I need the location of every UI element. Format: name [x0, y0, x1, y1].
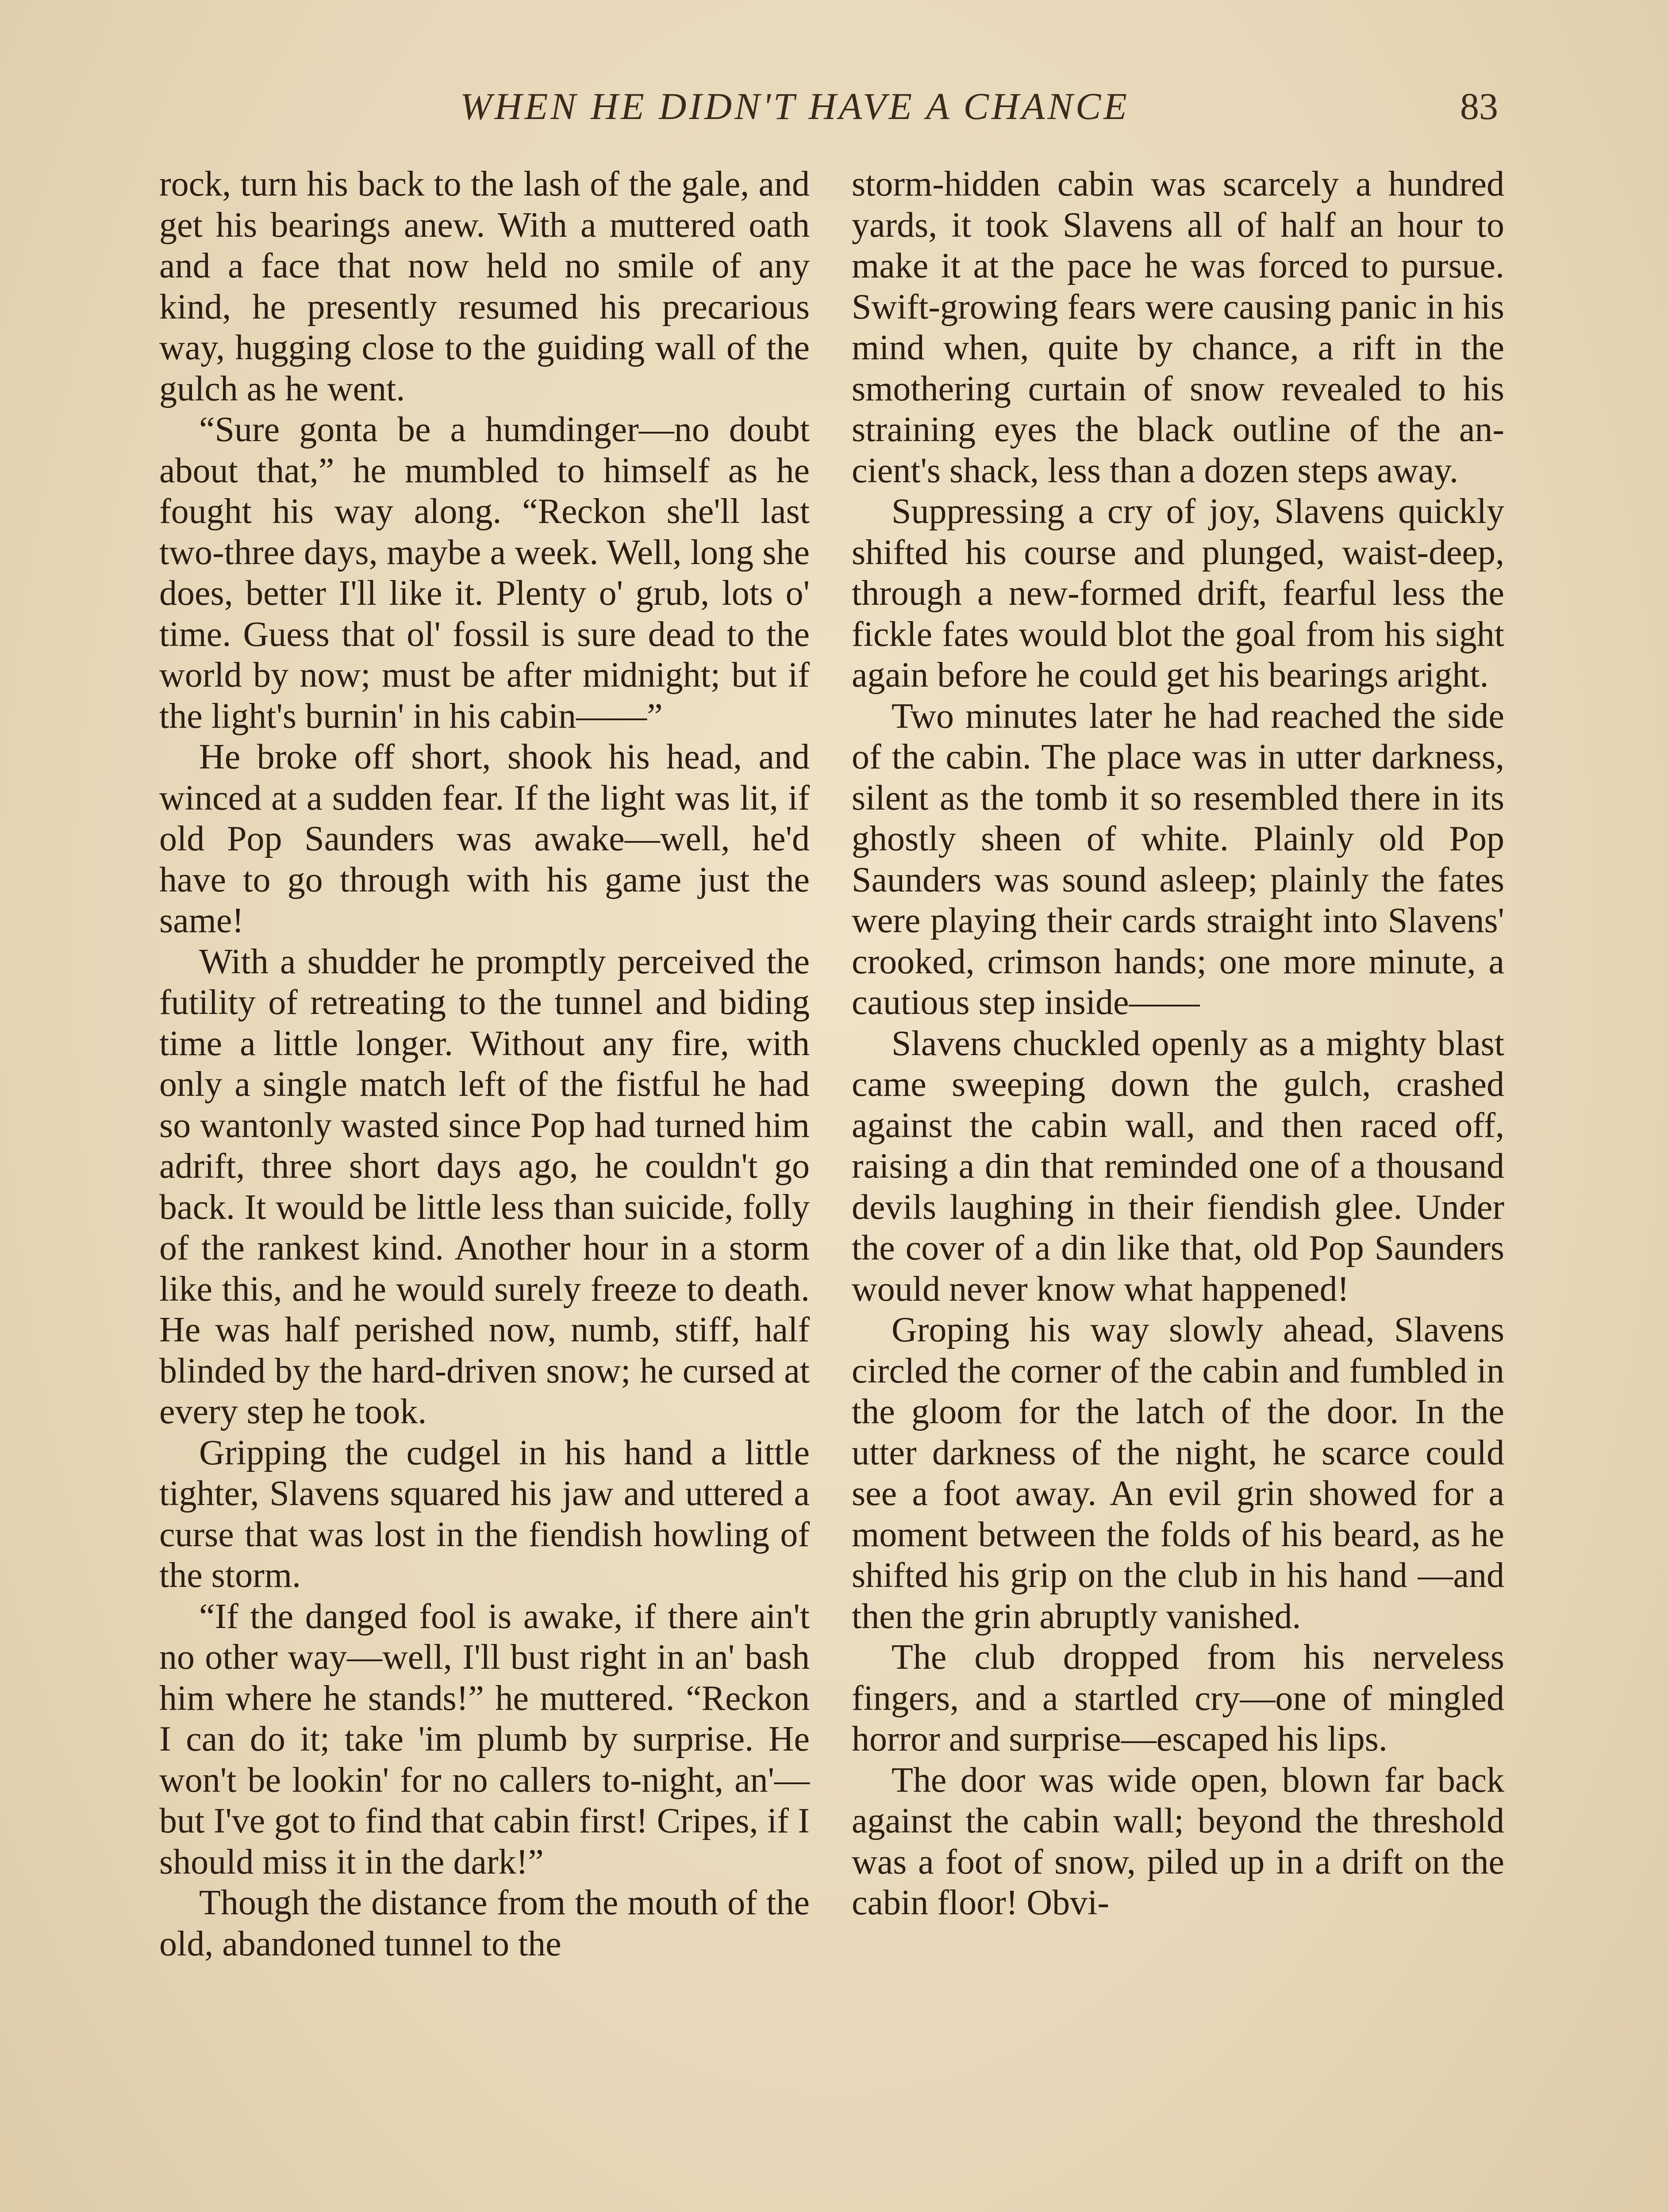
paragraph: rock, turn his back to the lash of the gale, and get his bearings anew. With a muttered oath and a face that now held no smile of any kind, he presently resumed his precarious way, hugging close to the guiding wall of the gulch as he went.	[159, 165, 810, 408]
paragraph: With a shudder he promptly perceived the futility of retreating to the tunnel and biding time a little longer. Without any fire, with only a single match left of the fistful he had so wantonly wasted since Pop had turned him adrift, three short days ago, he couldn't go back. It would be little less than suicide, folly of the rankest kind. Another hour in a storm like this, and he would surely freeze to death. He was half perished now, numb, stiff, half blinded by the hard-driven snow; he cursed at every step he took.	[159, 942, 810, 1431]
paragraph: Two minutes later he had reached the side of the cabin. The place was in utter darkness, silent as the tomb it so resembled there in its ghostly sheen of white. Plainly old Pop Saunders was sound asleep; plainly the fates were playing their cards straight into Slavens' crooked, crimson hands; one more minute, a cautious step inside——	[852, 696, 1504, 1022]
paragraph: Slavens chuckled openly as a mighty blast came sweeping down the gulch, crashed against the cabin wall, and then raced off, raising a din that reminded one of a thousand devils laughing in their fiendish glee. Under the cover of a din like that, old Pop Saunders would never know what happened!	[852, 1024, 1504, 1309]
running-head-title: WHEN HE DIDN'T HAVE A CHANCE	[460, 85, 1130, 127]
paragraph: The club dropped from his nerveless fingers, and a startled cry—one of mingled horror and surprise—escaped his lips.	[852, 1638, 1504, 1759]
paragraph: He broke off short, shook his head, and winced at a sudden fear. If the light was lit, if old Pop Saunders was awake—well, he'd have to go through with his game just the same!	[159, 737, 810, 940]
left-column	[159, 164, 810, 1964]
paragraph: Groping his way slowly ahead, Slavens circled the corner of the cabin and fumbled in the gloom for the latch of the door. In the utter darkness of the night, he scarce could see a foot away. An evil grin showed for a moment between the folds of his beard, as he shifted his grip on the club in his hand —and then the grin abruptly vanished.	[852, 1310, 1504, 1636]
right-column	[852, 164, 1504, 1924]
page-number: 83	[1460, 85, 1498, 127]
paragraph: Though the distance from the mouth of the old, abandoned tunnel to the	[159, 1883, 810, 1963]
paragraph: storm-hidden cabin was scarcely a hundred yards, it took Slavens all of half an hour to make it at the pace he was forced to pursue. Swift-growing fears were causing panic in his mind when, quite by chance, a rift in the smothering curtain of snow revealed to his straining eyes the black outline of the ancient's shack, less than a dozen steps away.	[852, 165, 1504, 490]
paragraph: The door was wide open, blown far back against the cabin wall; beyond the threshold was a foot of snow, piled up in a drift on the cabin floor! Obvi-	[852, 1760, 1504, 1922]
paragraph: Suppressing a cry of joy, Slavens quickly shifted his course and plunged, waist-deep, through a new-formed drift, fearful less the fickle fates would blot the goal from his sight again before he could get his bearings aright.	[852, 492, 1504, 695]
paragraph: “If the danged fool is awake, if there ain't no other way—well, I'll bust right in an' bash him where he stands!” he muttered. “Reckon I can do it; take 'im plumb by surprise. He won't be lookin' for no callers to-night, an'—but I've got to find that cabin first! Cripes, if I should miss it in the dark!”	[159, 1597, 810, 1882]
paragraph: Gripping the cudgel in his hand a little tighter, Slavens squared his jaw and uttered a curse that was lost in the fiendish howling of the storm.	[159, 1433, 810, 1595]
paragraph: “Sure gonta be a humdinger—no doubt about that,” he mumbled to himself as he fought his way along. “Reckon she'll last two-three days, maybe a week. Well, long she does, better I'll like it. Plenty o' grub, lots o' time. Guess that ol' fossil is sure dead to the world by now; must be after midnight; but if the light's burnin' in his cabin——”	[159, 410, 810, 736]
